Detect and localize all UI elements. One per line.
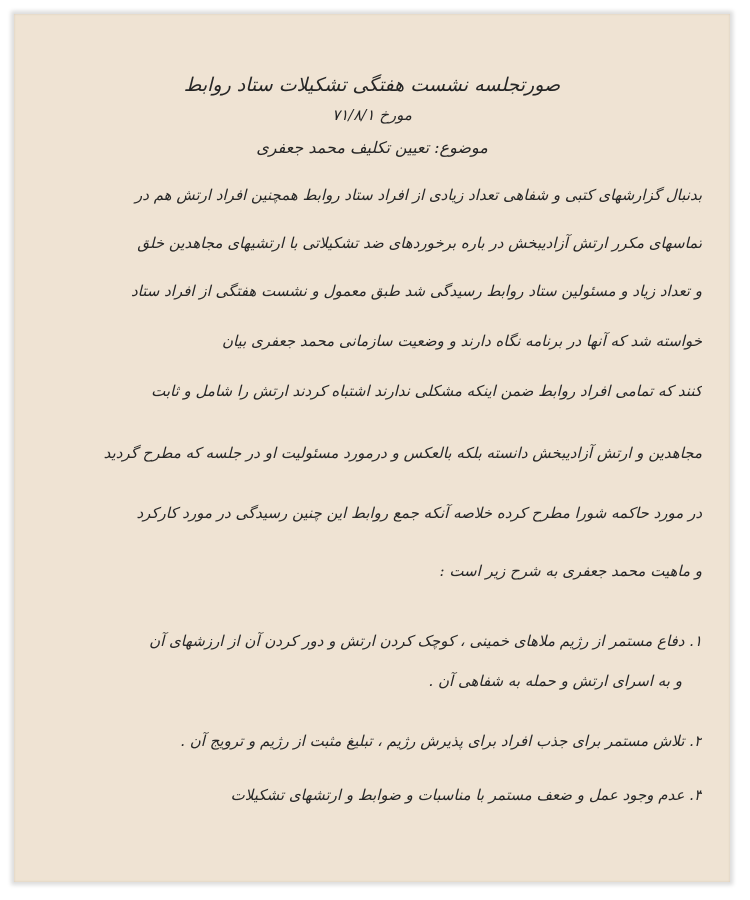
body-line: تماسهای مکرر ارتش آزادیبخش در باره برخوردهای ضد تشکیلاتی با ارتشیهای مجاهدین خلق [137, 234, 702, 252]
body-line: خواسته شد که آنها در برنامه نگاه دارند و وضعیت سازمانی محمد جعفری بیان [221, 332, 702, 350]
list-item-continuation: و به اسرای ارتش و حمله به شفاهی آن . [428, 672, 682, 690]
document-title: صورتجلسه نشست هفتگی تشکیلات ستاد روابط [183, 74, 561, 96]
body-line: در مورد حاکمه شورا مطرح کرده خلاصه آنکه جمع روابط این چنین رسیدگی در مورد کارکرد [136, 504, 702, 522]
body-line: و ماهیت محمد جعفری به شرح زیر است : [439, 562, 702, 580]
body-line: و تعداد زیاد و مسئولین ستاد روابط رسیدگی شد طبق معمول و نشست هفتگی از افراد ستاد [131, 282, 702, 300]
document-page [14, 14, 730, 882]
list-item: ۳. عدم وجود عمل و ضعف مستمر با مناسبات و ضوابط و ارتشهای تشکیلات [230, 786, 702, 804]
list-item: ۱. دفاع مستمر از رژیم ملاهای خمینی ، کوچک کردن ارتش و دور کردن آن از ارزشهای آن [149, 632, 702, 650]
document-date: مورخ ۷۱/۸/۱ [332, 106, 412, 124]
body-line: کنند که تمامی افراد روابط ضمن اینکه مشکلی ندارند اشتباه کردند ارتش را شامل و ثابت [151, 382, 702, 400]
body-line: مجاهدین و ارتش آزادیبخش دانسته بلکه بالعکس و درمورد مسئولیت او در جلسه که مطرح گردید [103, 444, 702, 462]
body-line: بدنبال گزارشهای کتبی و شفاهی تعداد زیادی از افراد ستاد روابط همچنین افراد ارتش هم در [135, 186, 702, 204]
list-item: ۲. تلاش مستمر برای جذب افراد برای پذیرش رژیم ، تبلیغ مثبت از رژیم و ترویج آن . [180, 732, 702, 750]
document-subject: موضوع: تعیین تکلیف محمد جعفری [256, 138, 488, 157]
